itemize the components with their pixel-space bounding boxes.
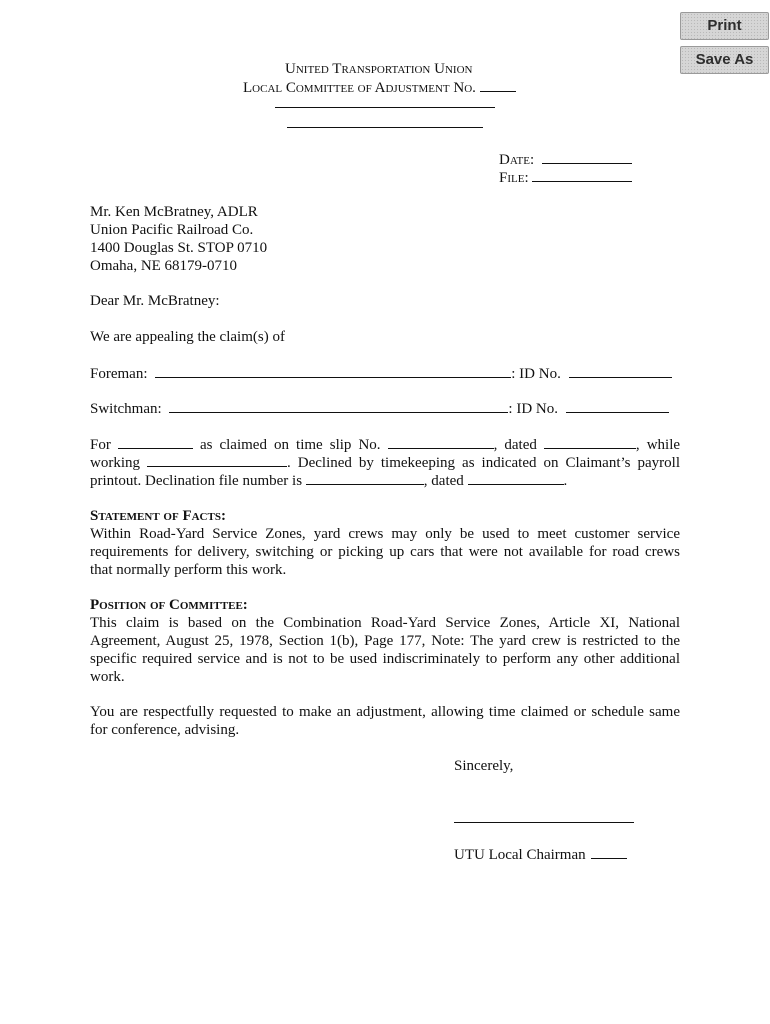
closing: Sincerely, xyxy=(454,758,514,774)
date-label: Date: xyxy=(499,152,535,168)
facts-line: requirements for delivery, switching or picking up cars that were not available for road crews xyxy=(90,544,680,560)
declination-file-field[interactable] xyxy=(306,471,424,485)
header-blank-line-2[interactable] xyxy=(287,127,483,128)
foreman-name-field[interactable] xyxy=(155,364,511,378)
address-line: Union Pacific Railroad Co. xyxy=(90,222,254,238)
position-paragraph xyxy=(90,614,680,686)
time-slip-field[interactable] xyxy=(388,435,494,449)
claim-declined-text: . Declined by timekeeping as indicated on Claimant’s payroll xyxy=(287,455,680,471)
position-line: This claim is based on the Combination Road-Yard Service Zones, Article XI, National xyxy=(90,615,680,631)
signature-title: UTU Local Chairman xyxy=(454,847,586,863)
foreman-id-label: : ID No. xyxy=(511,366,561,382)
print-button[interactable]: Print xyxy=(680,12,769,40)
foreman-row xyxy=(90,364,672,383)
switchman-name-field[interactable] xyxy=(169,399,508,413)
claim-while-text: , while xyxy=(635,437,681,453)
facts-line: that normally perform this work. xyxy=(90,562,287,578)
signature-row xyxy=(454,845,627,864)
address-line: Mr. Ken McBratney, ADLR xyxy=(90,204,258,220)
chairman-number-field[interactable] xyxy=(591,845,627,859)
salutation: Dear Mr. McBratney: xyxy=(90,293,220,309)
claim-for-field[interactable] xyxy=(118,435,193,449)
foreman-id-field[interactable] xyxy=(569,364,672,378)
switchman-id-field[interactable] xyxy=(566,399,669,413)
claim-working-text: working xyxy=(90,455,140,471)
date-field[interactable] xyxy=(542,150,632,164)
facts-heading: Statement of Facts: xyxy=(90,508,226,524)
file-field[interactable] xyxy=(532,168,632,182)
committee-line xyxy=(243,78,516,97)
claim-dated-text: , dated xyxy=(493,437,537,453)
facts-line: Within Road-Yard Service Zones, yard crews may only be used to meet customer service xyxy=(90,526,680,542)
header-blank-line-1[interactable] xyxy=(275,107,495,108)
switchman-id-label: : ID No. xyxy=(508,401,558,417)
date-row xyxy=(499,150,632,169)
request-paragraph xyxy=(90,703,680,739)
intro-text: We are appealing the claim(s) of xyxy=(90,329,285,345)
address-line: Omaha, NE 68179-0710 xyxy=(90,258,238,274)
switchman-label: Switchman: xyxy=(90,401,162,417)
facts-paragraph xyxy=(90,525,680,579)
claim-dated2-text: , dated xyxy=(423,473,464,489)
address-line: 1400 Douglas St. STOP 0710 xyxy=(90,240,268,256)
position-heading: Position of Committee: xyxy=(90,597,248,613)
request-line: You are respectfully requested to make an adjustment, allowing time claimed or schedule same xyxy=(90,704,680,720)
position-line: work. xyxy=(90,669,125,685)
claim-line-3 xyxy=(90,471,567,490)
save-as-button[interactable]: Save As xyxy=(680,46,769,74)
file-label: File: xyxy=(499,170,529,186)
working-field[interactable] xyxy=(147,453,287,467)
declination-date-field[interactable] xyxy=(468,471,564,485)
claim-time-slip-text: as claimed on time slip No. xyxy=(199,437,381,453)
signature-line[interactable] xyxy=(454,822,634,823)
claim-for-text: For xyxy=(90,437,111,453)
committee-label: Local Committee of Adjustment No. xyxy=(243,80,476,96)
request-line: for conference, advising. xyxy=(90,722,240,738)
switchman-row xyxy=(90,399,669,418)
file-row xyxy=(499,168,632,187)
position-line: specific required service and is not to be used indiscriminately to perform any other additional xyxy=(90,651,680,667)
committee-number-field[interactable] xyxy=(480,78,516,92)
claim-printout-text: printout. Declination file number is xyxy=(90,473,303,489)
claim-end-text: . xyxy=(563,473,568,489)
union-name: United Transportation Union xyxy=(285,61,473,77)
claim-date-field[interactable] xyxy=(544,435,636,449)
foreman-label: Foreman: xyxy=(90,366,148,382)
claim-line-2 xyxy=(90,453,680,472)
position-line: Agreement, August 25, 1978, Section 1(b), Page 177, Note: The yard crew is restricted to the xyxy=(90,633,680,649)
claim-line-1 xyxy=(90,435,680,454)
